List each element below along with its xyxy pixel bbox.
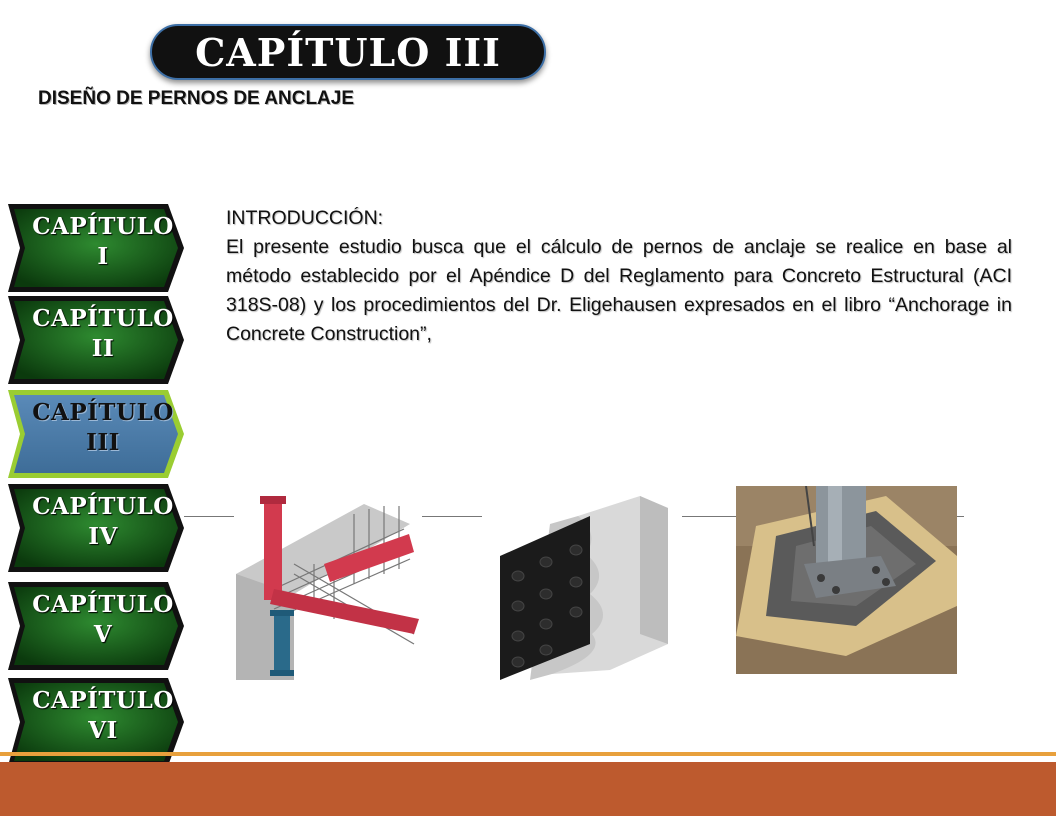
column-base-photo (736, 486, 957, 674)
nav-chapter-1[interactable] (8, 204, 186, 292)
intro-heading: INTRODUCCIÓN: (226, 207, 384, 229)
steel-beam-rebar-image (234, 494, 422, 680)
embedded-plate-anchor-image (490, 494, 676, 682)
nav-item-label: CAPÍTULO (32, 591, 174, 618)
nav-chapter-3-active[interactable] (8, 390, 186, 478)
nav-item-label: CAPÍTULO (32, 687, 174, 714)
connector-line (422, 516, 482, 517)
introduction-block (226, 204, 1012, 349)
intro-body: El presente estudio busca que el cálculo de pernos de anclaje se realice en base al método establecido por el Apéndice D del Reglamento para Concreto Estructural (ACI 318S-08) y los procedimientos del Dr. Eligehausen expresados en el libro “Anchorage in Concrete Construction”, (226, 236, 1012, 345)
connector-line (956, 516, 964, 517)
nav-item-text (28, 212, 178, 272)
chapter-title-banner (150, 24, 546, 80)
nav-item-text (28, 686, 178, 746)
nav-item-label: CAPÍTULO (32, 493, 174, 520)
nav-item-label: CAPÍTULO (32, 399, 174, 426)
nav-chapter-2[interactable] (8, 296, 186, 384)
nav-item-number: V (93, 621, 113, 648)
nav-item-text (28, 492, 178, 552)
nav-item-number: IV (88, 523, 118, 550)
footer-accent-line (0, 752, 1056, 756)
connector-line (682, 516, 736, 517)
nav-item-text (28, 304, 178, 364)
nav-item-number: I (97, 243, 109, 270)
connector-line (184, 516, 234, 517)
chapter-title: CAPÍTULO III (195, 29, 501, 75)
nav-item-number: II (91, 335, 115, 362)
nav-chapter-5[interactable] (8, 582, 186, 670)
nav-item-number: VI (88, 717, 118, 744)
nav-item-label: CAPÍTULO (32, 213, 174, 240)
nav-item-text (28, 398, 178, 458)
nav-item-number: III (86, 429, 120, 456)
nav-item-label: CAPÍTULO (32, 305, 174, 332)
chapter-subtitle: DISEÑO DE PERNOS DE ANCLAJE (38, 88, 355, 109)
nav-chapter-4[interactable] (8, 484, 186, 572)
nav-item-text (28, 590, 178, 650)
footer-bar (0, 762, 1056, 816)
